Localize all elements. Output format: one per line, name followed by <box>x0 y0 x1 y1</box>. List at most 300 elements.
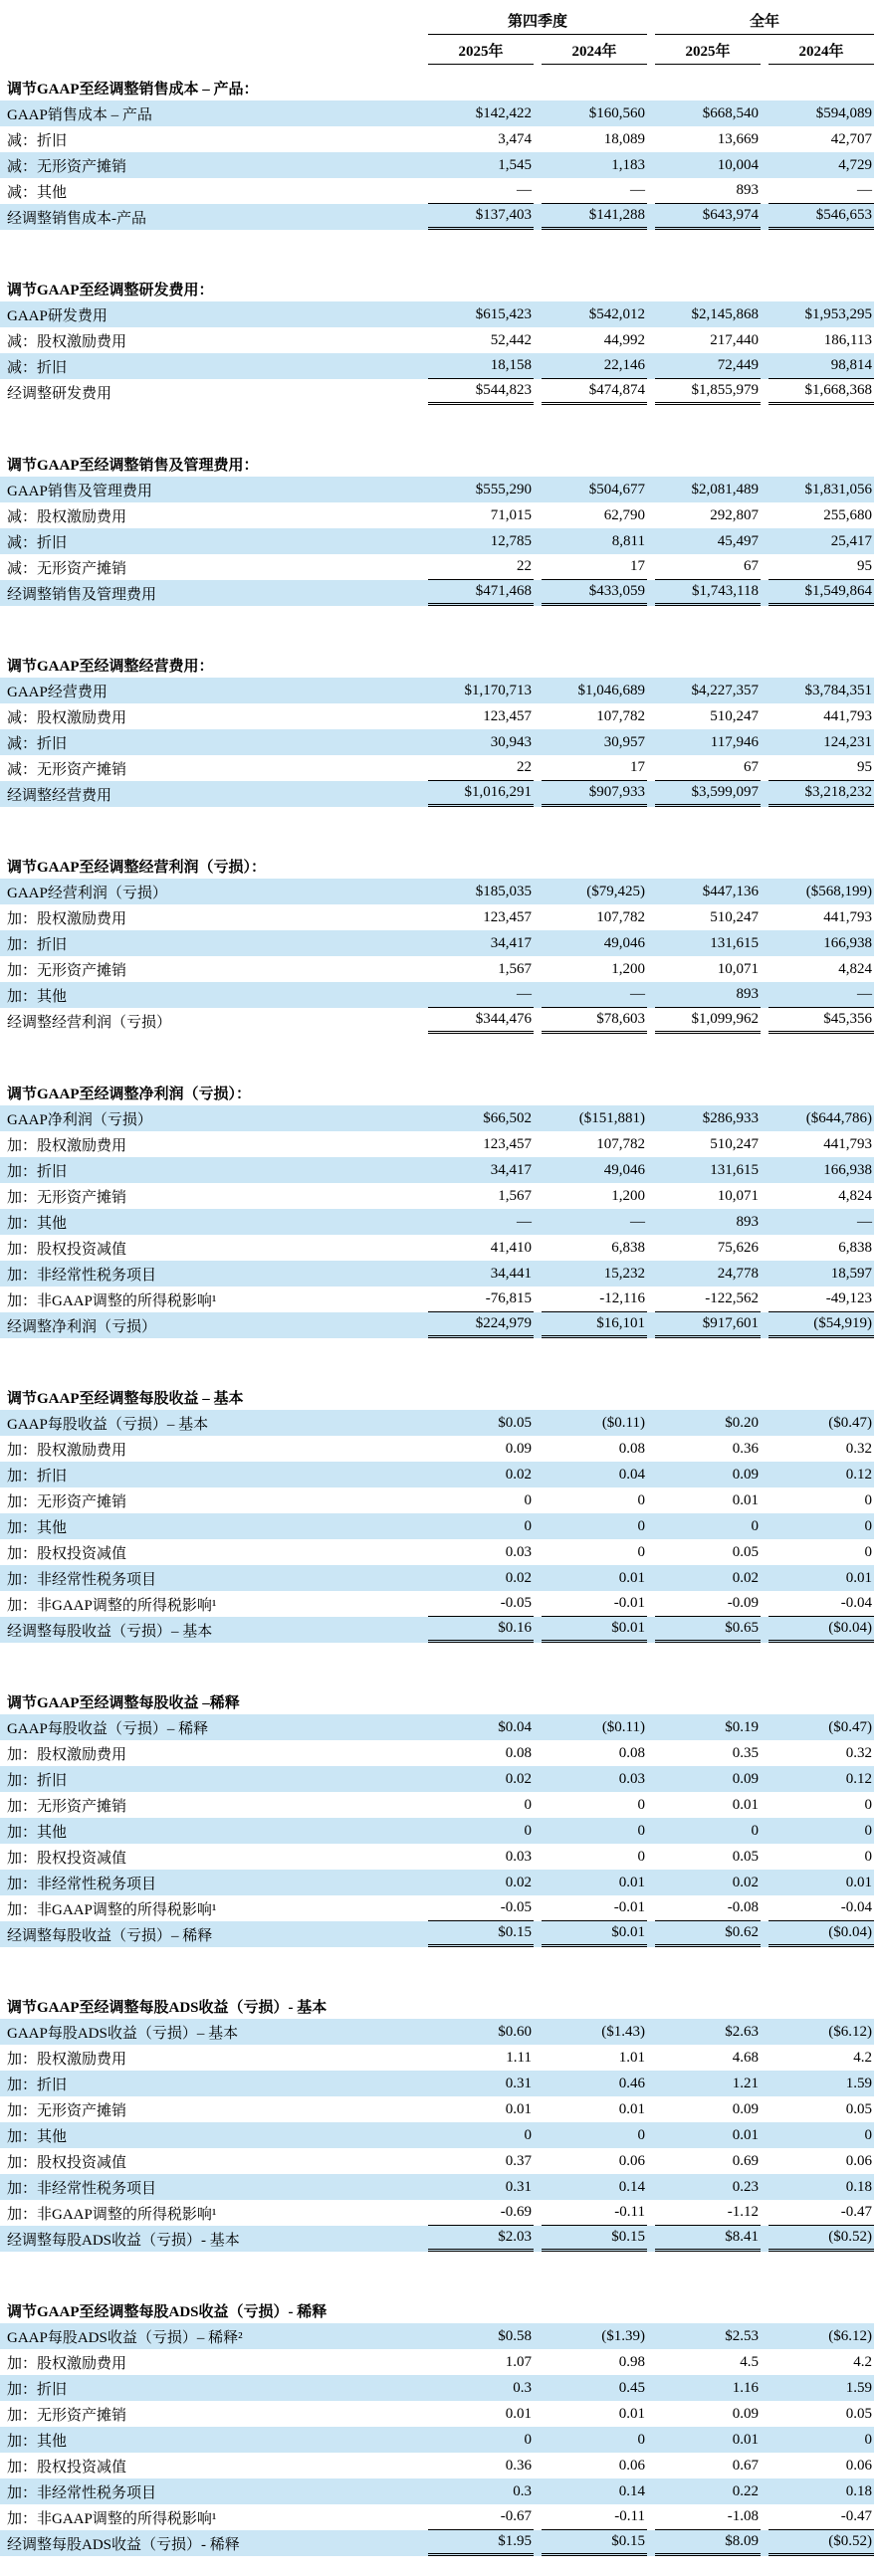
value-cell: 0.36 <box>732 1440 759 1457</box>
value-cell: 1.16 <box>732 2379 759 2396</box>
value-cell: $668,540 <box>702 104 759 121</box>
row-label: GAAP每股收益（亏损）– 稀释 <box>7 1720 209 1737</box>
value-cell: 124,231 <box>823 733 872 750</box>
value-cell: 17 <box>542 755 647 781</box>
value-cell: 4,824 <box>838 1187 872 1204</box>
value-cell: 510,247 <box>710 707 759 724</box>
row-label: 加：无形资产摊销 <box>7 2407 127 2424</box>
value-cell: $0.15 <box>542 2226 647 2252</box>
value-cell: 3,474 <box>498 130 532 147</box>
value-cell: ($1.43) <box>601 2023 645 2040</box>
value-cell: 0.08 <box>618 1440 645 1457</box>
value-cell: ($0.52) <box>769 2530 874 2556</box>
table-row <box>0 1591 874 1617</box>
value-cell: ($1.39) <box>601 2327 645 2344</box>
value-cell: 1.59 <box>845 2379 872 2396</box>
value-cell: 1,200 <box>611 1187 645 1204</box>
value-cell: 10,071 <box>717 1187 759 1204</box>
value-cell: -12,116 <box>542 1287 647 1312</box>
value-cell: $0.04 <box>498 1718 532 1735</box>
value-cell: $2,145,868 <box>691 305 759 322</box>
section-title: 调节GAAP至经调整每股ADS收益（亏损）- 基本 <box>7 1999 328 2016</box>
value-cell: — <box>769 982 874 1008</box>
value-cell: 0 <box>864 1517 872 1534</box>
row-label: 加：其他 <box>7 2128 68 2145</box>
value-cell: 30,943 <box>490 733 532 750</box>
value-cell: $1,743,118 <box>655 580 761 606</box>
value-cell: 34,417 <box>490 934 532 951</box>
total-row <box>0 781 874 807</box>
table-row <box>0 1818 874 1844</box>
value-cell: 166,938 <box>823 1161 872 1178</box>
row-label: 加：折旧 <box>7 2077 68 2093</box>
reconciliation-section <box>0 1080 874 1338</box>
row-label: 加：股权投资减值 <box>7 2459 127 2476</box>
value-cell: 0.01 <box>732 2431 759 2448</box>
value-cell: 0.01 <box>732 1491 759 1508</box>
table-row <box>0 1157 874 1183</box>
table-row <box>0 327 874 353</box>
value-cell: 0.02 <box>505 1466 532 1483</box>
value-cell: 893 <box>736 1213 759 1230</box>
value-cell: 0 <box>751 1517 759 1534</box>
reconciliation-section <box>0 451 874 606</box>
row-label: GAAP经营费用 <box>7 684 108 700</box>
value-cell: 0.03 <box>505 1848 532 1865</box>
value-cell: $1,953,295 <box>804 305 872 322</box>
value-cell: 0.18 <box>845 2178 872 2195</box>
value-cell: $16,101 <box>542 1312 647 1338</box>
row-label: 经调整销售成本-产品 <box>7 210 146 227</box>
value-cell: 34,417 <box>490 1161 532 1178</box>
table-row <box>0 554 874 580</box>
value-cell: -0.05 <box>428 1895 534 1921</box>
value-cell: $8.09 <box>655 2530 761 2556</box>
section-title: 调节GAAP至经调整净利润（亏损）： <box>7 1086 251 1102</box>
value-cell: $1,016,291 <box>428 781 534 807</box>
value-cell: 0 <box>524 1491 532 1508</box>
row-label: 减：无形资产摊销 <box>7 761 127 778</box>
value-cell: 0.02 <box>732 1569 759 1586</box>
value-cell: $0.01 <box>542 1617 647 1643</box>
value-cell: $0.20 <box>725 1414 759 1431</box>
row-label: 减：无形资产摊销 <box>7 560 127 577</box>
row-label: 加：无形资产摊销 <box>7 2102 127 2119</box>
row-label: 加：无形资产摊销 <box>7 1493 127 1510</box>
value-cell: 0 <box>864 1796 872 1813</box>
value-cell: ($0.11) <box>601 1718 645 1735</box>
row-label: 加：非经常性税务项目 <box>7 2180 157 2197</box>
total-row <box>0 580 874 606</box>
value-cell: 52,442 <box>490 331 532 348</box>
value-cell: $137,403 <box>428 204 534 230</box>
value-cell: 42,707 <box>830 130 872 147</box>
value-cell: 893 <box>655 982 761 1008</box>
total-row <box>0 1312 874 1338</box>
value-cell: $0.01 <box>542 1921 647 1947</box>
value-cell: 4.2 <box>853 2353 872 2370</box>
value-cell: $141,288 <box>542 204 647 230</box>
reconciliation-section <box>0 1993 874 2252</box>
table-row <box>0 2174 874 2200</box>
value-cell: 0.01 <box>618 2100 645 2117</box>
value-cell: $344,476 <box>428 1008 534 1034</box>
value-cell: ($0.47) <box>828 1414 872 1431</box>
value-cell: 0.01 <box>845 1569 872 1586</box>
value-cell: 0.08 <box>505 1744 532 1761</box>
row-label: 加：非GAAP调整的所得税影响¹ <box>7 1292 217 1309</box>
reconciliation-section <box>0 652 874 807</box>
value-cell: 1.07 <box>505 2353 532 2370</box>
row-label: GAAP经营利润（亏损） <box>7 885 167 901</box>
value-cell: 0 <box>637 1543 645 1560</box>
value-cell: -0.09 <box>655 1591 761 1617</box>
value-cell: 441,793 <box>823 1135 872 1152</box>
section-title: 调节GAAP至经调整每股收益 –稀释 <box>7 1694 240 1711</box>
value-cell: — <box>769 178 874 204</box>
value-cell: — <box>428 178 534 204</box>
value-cell: -0.01 <box>542 1591 647 1617</box>
value-cell: 4.68 <box>732 2049 759 2066</box>
value-cell: $8.41 <box>655 2226 761 2252</box>
table-row <box>0 1539 874 1565</box>
value-cell: $615,423 <box>475 305 532 322</box>
value-cell: ($79,425) <box>586 883 645 899</box>
value-cell: -0.04 <box>769 1591 874 1617</box>
row-label: 加：其他 <box>7 1824 68 1841</box>
value-cell: -0.11 <box>542 2504 647 2530</box>
total-row <box>0 204 874 230</box>
value-cell: 30,957 <box>603 733 645 750</box>
value-cell: 98,814 <box>769 353 874 379</box>
value-cell: 0 <box>864 2431 872 2448</box>
value-cell: $643,974 <box>655 204 761 230</box>
row-label: 减：股权激励费用 <box>7 508 127 525</box>
value-cell: -0.11 <box>542 2200 647 2226</box>
row-label: 加：其他 <box>7 1215 68 1232</box>
value-cell: $594,089 <box>815 104 872 121</box>
value-cell: 166,938 <box>823 934 872 951</box>
row-label: 经调整经营利润（亏损） <box>7 1014 172 1031</box>
value-cell: $286,933 <box>702 1109 759 1126</box>
row-label: 加：股权投资减值 <box>7 1850 127 1867</box>
value-cell: 0.3 <box>513 2379 532 2396</box>
value-cell: $4,227,357 <box>691 682 759 698</box>
row-label: 加：折旧 <box>7 2381 68 2398</box>
table-row <box>0 2019 874 2045</box>
value-cell: 4,824 <box>838 960 872 977</box>
table-row <box>0 1287 874 1312</box>
table-row <box>0 1131 874 1157</box>
row-label: 加：非经常性税务项目 <box>7 1876 157 1892</box>
value-cell: 0.23 <box>732 2178 759 2195</box>
value-cell: 107,782 <box>596 707 645 724</box>
value-cell: 186,113 <box>823 331 872 348</box>
table-row <box>0 1792 874 1818</box>
row-label: 加：无形资产摊销 <box>7 962 127 979</box>
table-row <box>0 2323 874 2349</box>
value-cell: 1.21 <box>732 2075 759 2091</box>
table-row <box>0 2478 874 2504</box>
value-cell: $433,059 <box>542 580 647 606</box>
table-row <box>0 2045 874 2071</box>
value-cell: 0.98 <box>618 2353 645 2370</box>
value-cell: 0.12 <box>845 1466 872 1483</box>
value-cell: $0.65 <box>655 1617 761 1643</box>
value-cell: $78,603 <box>542 1008 647 1034</box>
value-cell: 441,793 <box>823 707 872 724</box>
value-cell: 441,793 <box>823 908 872 925</box>
value-cell: 107,782 <box>596 1135 645 1152</box>
row-label: GAAP销售及管理费用 <box>7 483 152 499</box>
value-cell: 0.09 <box>505 1440 532 1457</box>
value-cell: 4.5 <box>740 2353 759 2370</box>
table-row <box>0 2349 874 2375</box>
value-cell: $504,677 <box>588 481 645 497</box>
value-cell: $1,831,056 <box>804 481 872 497</box>
table-row <box>0 2122 874 2148</box>
value-cell: 0.02 <box>505 1569 532 1586</box>
value-cell: 71,015 <box>490 506 532 523</box>
table-row <box>0 930 874 956</box>
value-cell: — <box>630 1213 645 1230</box>
value-cell: 95 <box>769 755 874 781</box>
table-row <box>0 1565 874 1591</box>
value-cell: 12,785 <box>490 532 532 549</box>
value-cell: 0.35 <box>732 1744 759 1761</box>
value-cell: 8,811 <box>611 532 645 549</box>
table-row <box>0 1235 874 1261</box>
period-group-header-row <box>0 10 874 35</box>
row-label: 加：非GAAP调整的所得税影响¹ <box>7 2510 217 2527</box>
table-row <box>0 1766 874 1792</box>
row-label: 加：折旧 <box>7 1468 68 1485</box>
value-cell: ($568,199) <box>805 883 872 899</box>
value-cell: $3,599,097 <box>655 781 761 807</box>
value-cell: 1.11 <box>506 2049 532 2066</box>
section-title: 调节GAAP至经调整每股收益 – 基本 <box>7 1390 244 1407</box>
value-cell: -0.08 <box>655 1895 761 1921</box>
value-cell: 0 <box>637 1822 645 1839</box>
value-cell: 0.67 <box>732 2457 759 2474</box>
value-cell: 0 <box>637 1491 645 1508</box>
value-cell: 0 <box>637 1796 645 1813</box>
value-cell: 0.01 <box>732 1796 759 1813</box>
value-cell: 0.32 <box>845 1440 872 1457</box>
value-cell: 510,247 <box>710 1135 759 1152</box>
value-cell: 0.22 <box>732 2482 759 2499</box>
value-cell: $0.19 <box>725 1718 759 1735</box>
value-cell: 131,615 <box>710 934 759 951</box>
fullyear-group-header: 全年 <box>655 10 874 35</box>
table-row <box>0 2200 874 2226</box>
value-cell: 107,782 <box>596 908 645 925</box>
value-cell: 0 <box>524 2126 532 2143</box>
value-cell: 0.01 <box>505 2405 532 2422</box>
table-row <box>0 2148 874 2174</box>
table-row <box>0 703 874 729</box>
value-cell: 0.05 <box>732 1848 759 1865</box>
value-cell: ($0.47) <box>828 1718 872 1735</box>
value-cell: $0.15 <box>428 1921 534 1947</box>
value-cell: — <box>517 1213 532 1230</box>
value-cell: ($0.04) <box>769 1921 874 1947</box>
value-cell: 0 <box>864 1822 872 1839</box>
value-cell: 893 <box>655 178 761 204</box>
value-cell: 0.31 <box>505 2075 532 2091</box>
total-row <box>0 2530 874 2556</box>
table-row <box>0 2453 874 2478</box>
value-cell: 0 <box>524 1822 532 1839</box>
reconciliation-section <box>0 1688 874 1947</box>
value-cell: $471,468 <box>428 580 534 606</box>
table-row <box>0 2375 874 2401</box>
row-label: 加：股权激励费用 <box>7 1746 127 1763</box>
row-label: 加：折旧 <box>7 936 68 953</box>
quarter-group-header: 第四季度 <box>428 10 647 35</box>
row-label: 加：非GAAP调整的所得税影响¹ <box>7 1901 217 1918</box>
table-row <box>0 1105 874 1131</box>
value-cell: $1,170,713 <box>464 682 532 698</box>
value-cell: ($54,919) <box>769 1312 874 1338</box>
value-cell: -0.47 <box>769 2200 874 2226</box>
row-label: 加：股权激励费用 <box>7 2355 127 2372</box>
value-cell: -0.05 <box>428 1591 534 1617</box>
table-row <box>0 1870 874 1895</box>
total-row <box>0 2226 874 2252</box>
reconciliation-section <box>0 1384 874 1643</box>
total-row <box>0 379 874 405</box>
value-cell: $917,601 <box>655 1312 761 1338</box>
row-label: 加：折旧 <box>7 1772 68 1789</box>
row-label: 加：无形资产摊销 <box>7 1189 127 1206</box>
value-cell: 45,497 <box>717 532 759 549</box>
value-cell: $2,081,489 <box>691 481 759 497</box>
row-label: 加：非经常性税务项目 <box>7 2484 157 2501</box>
row-label: GAAP每股收益（亏损）– 基本 <box>7 1416 209 1433</box>
value-cell: 0 <box>524 1796 532 1813</box>
value-cell: -0.69 <box>428 2200 534 2226</box>
row-label: 经调整每股ADS收益（亏损）- 基本 <box>7 2232 240 2249</box>
year-header-fy-2025: 2025年 <box>655 40 761 65</box>
value-cell: 0 <box>637 1848 645 1865</box>
value-cell: -0.01 <box>542 1895 647 1921</box>
row-label: 加：股权投资减值 <box>7 1241 127 1258</box>
table-row <box>0 2427 874 2453</box>
value-cell: 6,838 <box>838 1239 872 1256</box>
table-row <box>0 729 874 755</box>
row-label: 经调整研发费用 <box>7 385 112 402</box>
value-cell: 255,680 <box>823 506 872 523</box>
row-label: 经调整每股ADS收益（亏损）- 稀释 <box>7 2536 240 2553</box>
table-row <box>0 678 874 703</box>
value-cell: 0.09 <box>732 1466 759 1483</box>
value-cell: $0.60 <box>498 2023 532 2040</box>
reconciliation-sections <box>0 75 874 2556</box>
value-cell: 117,946 <box>710 733 759 750</box>
table-row <box>0 1462 874 1487</box>
value-cell: 18,158 <box>428 353 534 379</box>
value-cell: 0.14 <box>618 2178 645 2195</box>
value-cell: $1,668,368 <box>769 379 874 405</box>
year-header-fy-2024: 2024年 <box>769 40 874 65</box>
value-cell: 24,778 <box>717 1265 759 1282</box>
value-cell: 123,457 <box>483 707 532 724</box>
value-cell: 67 <box>655 554 761 580</box>
value-cell: 0.01 <box>505 2100 532 2117</box>
row-label: 加：非GAAP调整的所得税影响¹ <box>7 2206 217 2223</box>
row-label: GAAP每股ADS收益（亏损）– 基本 <box>7 2025 239 2042</box>
reconciliation-section <box>0 853 874 1034</box>
row-label: 加：股权投资减值 <box>7 1545 127 1562</box>
row-label: 减：无形资产摊销 <box>7 158 127 175</box>
value-cell: ($0.52) <box>769 2226 874 2252</box>
section-title: 调节GAAP至经调整每股ADS收益（亏损）- 稀释 <box>7 2303 328 2320</box>
value-cell: 6,838 <box>611 1239 645 1256</box>
table-row <box>0 301 874 327</box>
row-label: 加：其他 <box>7 1519 68 1536</box>
reconciliation-section <box>0 75 874 230</box>
value-cell: $45,356 <box>769 1008 874 1034</box>
value-cell: $142,422 <box>475 104 532 121</box>
value-cell: 0.06 <box>618 2152 645 2169</box>
row-label: 经调整净利润（亏损） <box>7 1318 157 1335</box>
table-row <box>0 1436 874 1462</box>
table-row <box>0 2504 874 2530</box>
value-cell: 0.03 <box>618 1770 645 1787</box>
value-cell: -0.47 <box>769 2504 874 2530</box>
table-row <box>0 1487 874 1513</box>
value-cell: 0.09 <box>732 1770 759 1787</box>
value-cell: 0.01 <box>732 2126 759 2143</box>
value-cell: 0.18 <box>845 2482 872 2499</box>
row-label: 减：折旧 <box>7 359 68 376</box>
total-row <box>0 1921 874 1947</box>
value-cell: 0 <box>524 1517 532 1534</box>
value-cell: 0.45 <box>618 2379 645 2396</box>
row-label: 加：其他 <box>7 2433 68 2450</box>
value-cell: 0.06 <box>845 2457 872 2474</box>
value-cell: 510,247 <box>710 908 759 925</box>
table-row <box>0 528 874 554</box>
row-label: 加：股权激励费用 <box>7 1137 127 1154</box>
row-label: 加：无形资产摊销 <box>7 1798 127 1815</box>
value-cell: $907,933 <box>542 781 647 807</box>
value-cell: 123,457 <box>483 908 532 925</box>
value-cell: 1,567 <box>498 1187 532 1204</box>
value-cell: 67 <box>655 755 761 781</box>
value-cell: $185,035 <box>475 883 532 899</box>
value-cell: 0.06 <box>845 2152 872 2169</box>
value-cell: $1,549,864 <box>769 580 874 606</box>
value-cell: — <box>428 982 534 1008</box>
value-cell: $66,502 <box>483 1109 532 1126</box>
value-cell: 0.69 <box>732 2152 759 2169</box>
row-label: 经调整经营费用 <box>7 787 112 804</box>
value-cell: 0.09 <box>732 2405 759 2422</box>
total-row <box>0 1008 874 1034</box>
value-cell: $0.16 <box>428 1617 534 1643</box>
value-cell: 62,790 <box>603 506 645 523</box>
value-cell: 0.36 <box>505 2457 532 2474</box>
value-cell: -122,562 <box>655 1287 761 1312</box>
value-cell: 10,071 <box>717 960 759 977</box>
value-cell: -1.08 <box>655 2504 761 2530</box>
table-row <box>0 502 874 528</box>
value-cell: 25,417 <box>830 532 872 549</box>
value-cell: $0.58 <box>498 2327 532 2344</box>
table-row <box>0 1714 874 1740</box>
